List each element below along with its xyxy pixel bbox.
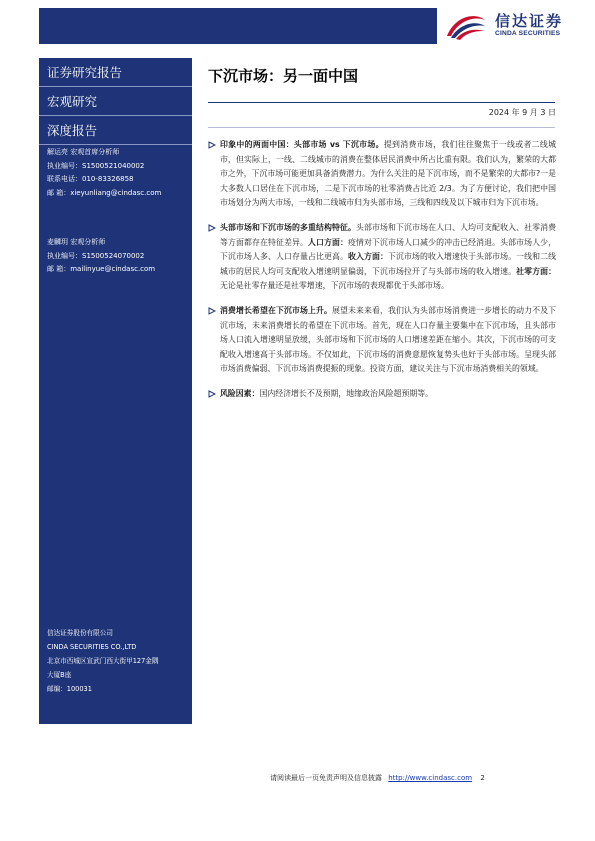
bullet-body: 无论是社零存量还是社零增速，下沉市场的表现都优于头部市场。 xyxy=(220,281,449,291)
main-content xyxy=(208,58,556,398)
report-type-label: 证券研究报告 xyxy=(39,58,192,87)
firm-info xyxy=(47,626,189,696)
bullet-heading: 消费增长希望在下沉市场上升。 xyxy=(220,305,333,315)
category-label: 宏观研究 xyxy=(39,87,192,116)
logo-name-cn: 信达证券 xyxy=(495,12,564,30)
bullet-heading: 风险因素： xyxy=(220,388,260,398)
arrow-bullet-icon xyxy=(208,390,216,398)
summary-bullet xyxy=(208,387,556,402)
firm-name-en: CINDA SECURITIES CO.,LTD xyxy=(47,643,137,651)
bullet-body: 下沉市场的收入增速快于头部市场。一线和二线城市的居民人均可支配收入增速明显偏弱，下沉市场拉开了与头部市场的收入增速。 xyxy=(220,252,556,276)
analyst-card xyxy=(47,146,189,200)
bullet-body: 国内经济增长不及预期，地缘政治风险超预期等。 xyxy=(259,388,434,398)
logo-name-en: CINDA SECURITIES xyxy=(495,30,561,37)
firm-postcode: 邮编：100031 xyxy=(47,685,92,693)
summary-bullet xyxy=(208,138,556,211)
footer-disclaimer: 请阅读最后一页免责声明及信息披露 xyxy=(270,774,382,782)
analyst-license: 执业编号：S1500521040002 xyxy=(47,161,145,170)
report-date: 2024 年 9 月 3 日 xyxy=(488,108,556,117)
bullet-heading: 印象中的两面中国：头部市场 vs 下沉市场。 xyxy=(220,140,384,149)
analyst-name-role: 麦麟玥 宏观分析师 xyxy=(47,238,106,246)
summary-bullets xyxy=(208,138,556,412)
bullet-body: 提到消费市场，我们往往聚焦于一线或者二线城市，但实际上，一线、二线城市的消费在整体居民消费中所占比重有限。我们认为，繁荣的大都市之外，下沉市场可能更加具备消费潜力。为什么关注的是下沉市场，而不是繁荣的大都市?一是大多数人口居住在下沉市场，二是下沉市场的社零消费占比近 2/3。为了方便讨论，我们把中国市场划分为两大市场，一线和二线城市归为头部市场，三线和四线及以下城市归为下沉市场。 xyxy=(220,140,556,208)
website-link[interactable]: http://www.cindasc.com xyxy=(388,774,473,782)
analyst-license: 执业编号：S1500524070002 xyxy=(47,251,145,260)
arrow-bullet-icon xyxy=(208,307,216,315)
summary-bullet xyxy=(208,221,556,294)
sidebar xyxy=(39,58,192,724)
bullet-subheading: 人口方面： xyxy=(308,237,349,247)
analyst-card xyxy=(47,236,189,277)
firm-address-line2: 大厦B座 xyxy=(47,671,72,679)
cinda-logo-icon xyxy=(441,10,489,42)
arrow-bullet-icon xyxy=(208,141,216,149)
page-footer xyxy=(270,773,560,783)
bullet-subheading: 社零方面： xyxy=(516,266,556,276)
report-subtype-label: 深度报告 xyxy=(39,116,192,145)
analyst-email: 邮 箱：xieyunliang@cindasc.com xyxy=(47,188,162,197)
analyst-name-role: 解运亮 宏观首席分析师 xyxy=(47,148,120,156)
firm-name-cn: 信达证券股份有限公司 xyxy=(47,629,113,637)
bullet-body: 疫情对下沉市场人口减少的冲击已经消退。头部市场人少，下沉市场人多、人口存量占比更高。 xyxy=(220,237,556,262)
arrow-bullet-icon xyxy=(208,224,216,232)
page-title: 下沉市场：另一面中国 xyxy=(208,67,359,85)
bullet-body: 展望未来来看，我们认为头部市场消费进一步增长的动力不及下沉市场，未来消费增长的希望在下沉市场。首先，现在人口存量主要集中在下沉市场，且头部市场人口流入增速明显放缓，头部市场和下沉市场的人口增速差距在缩小。其次，下沉市场的可支配收入增速高于头部市场。不仅如此，下沉市场的消费意愿恢复势头也好于头部市场。呈现头部市场消费偏弱、下沉市场消费提振的现象。投资方面，建议关注与下沉市场消费相关的领域。 xyxy=(220,305,556,374)
page-number: 2 xyxy=(480,774,485,782)
title-divider xyxy=(208,102,555,103)
bullet-subheading: 收入方面： xyxy=(348,252,389,262)
summary-bullet xyxy=(208,304,556,377)
bullet-body: 头部市场和下沉市场在人口、人均可支配收入、社零消费等方面都存在特征差异。 xyxy=(220,222,556,247)
analyst-phone: 联系电话：010-83326858 xyxy=(47,175,134,183)
firm-address-line1: 北京市西城区宣武门西大街甲127金隅 xyxy=(47,657,159,665)
analyst-email: 邮 箱：mailinyue@cindasc.com xyxy=(47,265,156,273)
company-logo xyxy=(437,8,585,44)
bullet-heading: 头部市场和下沉市场的多重结构特征。 xyxy=(220,222,357,232)
summary-divider xyxy=(208,127,555,128)
